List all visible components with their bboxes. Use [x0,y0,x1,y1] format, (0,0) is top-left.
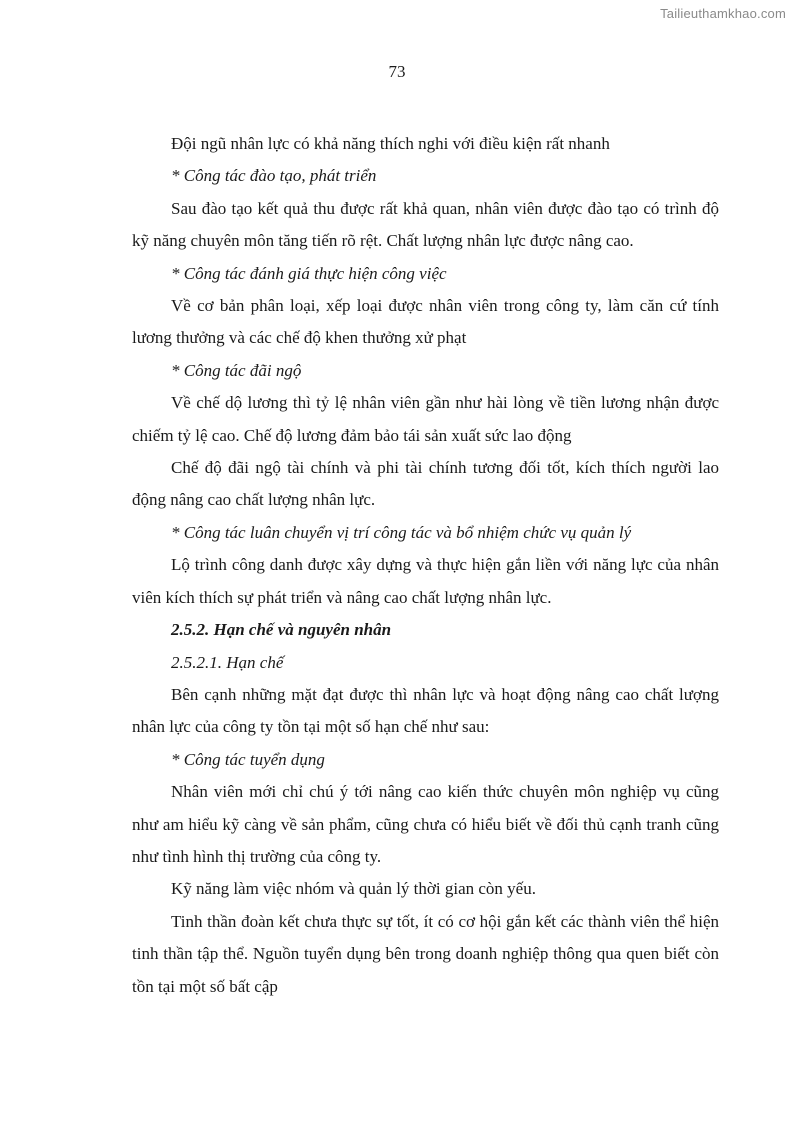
subsection-2-5-2-1: 2.5.2.1. Hạn chế [171,652,284,672]
para-training: Sau đào tạo kết quả thu được rất khả quan, nhân viên được đào tạo có trình độ kỹ năng chuyên môn tăng tiến rõ rệt. Chất lượng nhân lực được nâng cao. [132,198,719,251]
page-number: 73 [388,62,406,81]
document-body [132,128,719,1003]
para-adaptability: Đội ngũ nhân lực có khả năng thích nghi với điều kiện rất nhanh [171,134,610,153]
para-benefits: Chế độ đãi ngộ tài chính và phi tài chính tương đối tốt, kích thích người lao động nâng cao chất lượng nhân lực. [132,458,719,510]
para-salary: Về chế dộ lương thì tỷ lệ nhân viên gần như hài lòng về tiền lương nhận được chiếm tỷ lệ cao. Chế độ lương đảm bảo tái sản xuất sức lao động [132,393,719,445]
heading-training: * Công tác đào tạo, phát triển [171,166,377,186]
watermark: Tailieuthamkhao.com [660,6,786,21]
para-limitations-intro: Bên cạnh những mặt đạt được thì nhân lực và hoạt động nâng cao chất lượng nhân lực của công ty tồn tại một số hạn chế như sau: [132,684,719,737]
heading-recruitment: * Công tác tuyển dụng [171,749,325,769]
heading-evaluation: * Công tác đánh giá thực hiện công việc [171,263,447,283]
heading-compensation: * Công tác đãi ngộ [171,360,302,380]
para-teamwork: Kỹ năng làm việc nhóm và quản lý thời gian còn yếu. [171,879,536,899]
heading-rotation: * Công tác luân chuyển vị trí công tác và bổ nhiệm chức vụ quản lý [171,522,632,542]
para-evaluation: Về cơ bản phân loại, xếp loại được nhân viên trong công ty, làm căn cứ tính lương thưởng và các chế độ khen thưởng xử phạt [132,296,719,348]
para-solidarity: Tinh thần đoàn kết chưa thực sự tốt, ít có cơ hội gắn kết các thành viên thể hiện tinh thần tập thể. Nguồn tuyển dụng bên trong doanh nghiệp thông qua quen biết còn tồn tại một số bất cập [132,911,719,996]
para-rotation: Lộ trình công danh được xây dựng và thực hiện gắn liền với năng lực của nhân viên kích thích sự phát triển và nâng cao chất lượng nhân lực. [132,555,719,607]
section-2-5-2: 2.5.2. Hạn chế và nguyên nhân [171,620,392,640]
para-new-staff: Nhân viên mới chỉ chú ý tới nâng cao kiến thức chuyên môn nghiệp vụ cũng như am hiểu kỹ càng về sản phẩm, cũng chưa có hiểu biết về đối thủ cạnh tranh cũng như tình hình thị trường của công ty. [132,782,719,866]
